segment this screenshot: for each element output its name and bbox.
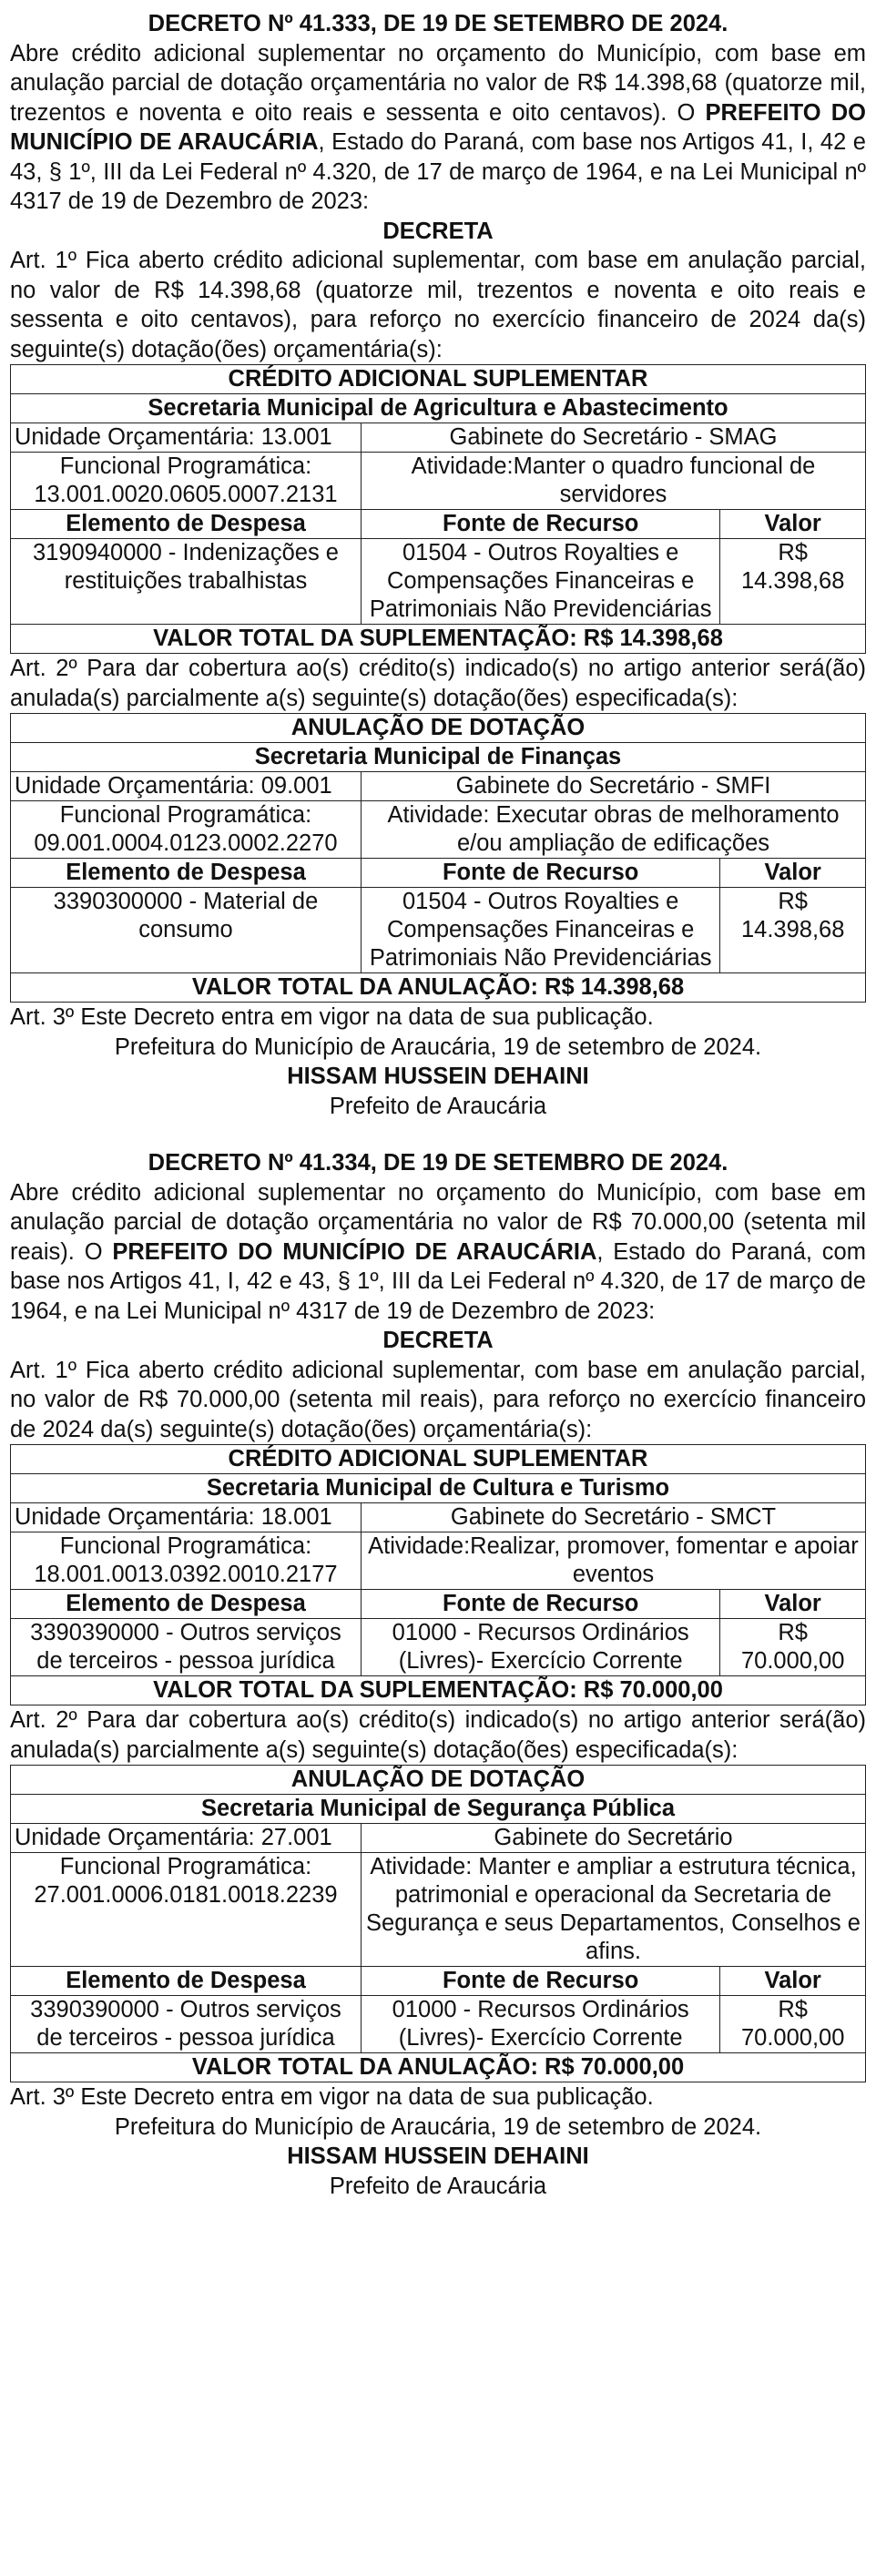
credit-fonte: 01000 - Recursos Ordinários (Livres)- Exercício Corrente [361, 1619, 719, 1676]
annul-valor: R$ 14.398,68 [720, 888, 866, 973]
signer-role: Prefeito de Araucária [329, 1093, 547, 1119]
annul-funcional: Funcional Programática: 27.001.0006.0181.0018.2239 [11, 1853, 362, 1967]
annul-atividade: Atividade: Manter e ampliar a estrutura técnica, patrimonial e operacional da Secretaria de Segurança e seus Departamentos, Conselhos e afins. [361, 1853, 865, 1967]
decree-41334 [10, 1148, 866, 2201]
credit-total: VALOR TOTAL DA SUPLEMENTAÇÃO: R$ 70.000,00 [11, 1676, 866, 1705]
preamble-post: , Estado do Paraná, com base nos Artigos 41, I, 42 e 43, § 1º, III da Lei Federal nº 4.320, de 17 de março de 1964, e na Lei Municipal nº 4317 de 19 de Dezembro de 2023: [10, 1238, 866, 1324]
decree-preamble [10, 39, 866, 217]
annul-unidade: Unidade Orçamentária: 09.001 [11, 772, 362, 801]
credit-atividade: Atividade:Manter o quadro funcional de servidores [361, 453, 865, 510]
credit-elemento: 3190940000 - Indenizações e restituições trabalhistas [11, 539, 362, 625]
credit-secretaria: Secretaria Municipal de Agricultura e Abastecimento [11, 394, 866, 423]
annul-fonte: 01504 - Outros Royalties e Compensações Financeiras e Patrimoniais Não Previdenciárias [361, 888, 719, 973]
annul-table [10, 713, 866, 1003]
spacer [10, 1121, 866, 1148]
credit-elemento: 3390390000 - Outros serviços de terceiros - pessoa jurídica [11, 1619, 362, 1676]
preamble-authority: PREFEITO DO MUNICÍPIO DE ARAUCÁRIA [112, 1238, 597, 1265]
col-elemento: Elemento de Despesa [11, 859, 362, 888]
credit-heading: CRÉDITO ADICIONAL SUPLEMENTAR [11, 1445, 866, 1474]
decree-title: DECRETO Nº 41.333, DE 19 DE SETEMBRO DE 2024. [148, 11, 728, 36]
col-fonte: Fonte de Recurso [361, 1967, 719, 1996]
annul-atividade: Atividade: Executar obras de melhoramento e/ou ampliação de edificações [361, 801, 865, 859]
annul-gabinete: Gabinete do Secretário [361, 1824, 865, 1853]
credit-funcional: Funcional Programática: 18.001.0013.0392.0010.2177 [11, 1532, 362, 1590]
col-valor: Valor [720, 859, 866, 888]
annul-elemento: 3390390000 - Outros serviços de terceiros - pessoa jurídica [11, 1996, 362, 2053]
annul-table [10, 1765, 866, 2082]
article-2: Art. 2º Para dar cobertura ao(s) crédito(s) indicado(s) no artigo anterior será(ão) anulada(s) parcialmente a(s) seguinte(s) dotação(ões) especificada(s): [10, 656, 866, 711]
credit-heading: CRÉDITO ADICIONAL SUPLEMENTAR [11, 365, 866, 394]
decree-title: DECRETO Nº 41.334, DE 19 DE SETEMBRO DE 2024. [148, 1150, 728, 1176]
place-date: Prefeitura do Município de Araucária, 19 de setembro de 2024. [114, 1033, 762, 1060]
credit-gabinete: Gabinete do Secretário - SMCT [361, 1503, 865, 1532]
credit-gabinete: Gabinete do Secretário - SMAG [361, 423, 865, 453]
annul-heading: ANULAÇÃO DE DOTAÇÃO [11, 1766, 866, 1795]
decree-41333 [10, 9, 866, 1121]
article-1: Art. 1º Fica aberto crédito adicional suplementar, com base em anulação parcial, no valor de R$ 70.000,00 (setenta mil reais), para reforço no exercício financeiro de 2024 da(s) seguinte(s) dotação(ões) orçamentária(s): [10, 1357, 866, 1442]
decree-preamble [10, 1178, 866, 1327]
annul-secretaria: Secretaria Municipal de Finanças [11, 743, 866, 772]
article-3: Art. 3º Este Decreto entra em vigor na data de sua publicação. [10, 1004, 654, 1030]
credit-valor: R$ 14.398,68 [720, 539, 866, 625]
annul-elemento: 3390300000 - Material de consumo [11, 888, 362, 973]
signer-name: HISSAM HUSSEIN DEHAINI [287, 1064, 589, 1089]
article-3: Art. 3º Este Decreto entra em vigor na data de sua publicação. [10, 2084, 654, 2110]
annul-valor: R$ 70.000,00 [720, 1996, 866, 2053]
credit-table [10, 364, 866, 654]
decree-ementa: Abre crédito adicional suplementar no orçamento do Município, com base em anulação parcial de dotação orçamentária no valor de R$ 14.398,68 (quatorze mil, trezentos e noventa e oito reais e sessenta e oito centavos). [10, 40, 866, 126]
preamble-authority: PREFEITO DO MUNICÍPIO DE ARAUCÁRIA [10, 99, 866, 155]
credit-secretaria: Secretaria Municipal de Cultura e Turismo [11, 1474, 866, 1503]
annul-secretaria: Secretaria Municipal de Segurança Pública [11, 1795, 866, 1824]
credit-valor: R$ 70.000,00 [720, 1619, 866, 1676]
decreta-heading: DECRETA [382, 218, 494, 244]
credit-funcional: Funcional Programática: 13.001.0020.0605.0007.2131 [11, 453, 362, 510]
annul-heading: ANULAÇÃO DE DOTAÇÃO [11, 714, 866, 743]
signer-name: HISSAM HUSSEIN DEHAINI [287, 2143, 589, 2169]
col-fonte: Fonte de Recurso [361, 859, 719, 888]
decree-ementa: Abre crédito adicional suplementar no orçamento do Município, com base em anulação parcial de dotação orçamentária no valor de R$ 70.000,00 (setenta mil reais). [10, 1179, 866, 1265]
col-fonte: Fonte de Recurso [361, 1590, 719, 1619]
article-1: Art. 1º Fica aberto crédito adicional suplementar, com base em anulação parcial, no valor de R$ 14.398,68 (quatorze mil, trezentos e noventa e oito reais e sessenta e oito centavos), para reforço no exercício financeiro de 2024 da(s) seguinte(s) dotação(ões) orçamentária(s): [10, 248, 866, 362]
document-page [10, 0, 866, 2201]
preamble-pre: O [677, 99, 706, 126]
annul-gabinete: Gabinete do Secretário - SMFI [361, 772, 865, 801]
annul-fonte: 01000 - Recursos Ordinários (Livres)- Exercício Corrente [361, 1996, 719, 2053]
credit-unidade: Unidade Orçamentária: 13.001 [11, 423, 362, 453]
col-elemento: Elemento de Despesa [11, 510, 362, 539]
preamble-pre: O [84, 1238, 113, 1265]
annul-funcional: Funcional Programática: 09.001.0004.0123.0002.2270 [11, 801, 362, 859]
col-valor: Valor [720, 510, 866, 539]
preamble-post: , Estado do Paraná, com base nos Artigos 41, I, 42 e 43, § 1º, III da Lei Federal nº 4.320, de 17 de março de 1964, e na Lei Municipal nº 4317 de 19 de Dezembro de 2023: [10, 129, 866, 214]
credit-unidade: Unidade Orçamentária: 18.001 [11, 1503, 362, 1532]
annul-unidade: Unidade Orçamentária: 27.001 [11, 1824, 362, 1853]
credit-total: VALOR TOTAL DA SUPLEMENTAÇÃO: R$ 14.398,68 [11, 625, 866, 654]
credit-table [10, 1444, 866, 1705]
annul-total: VALOR TOTAL DA ANULAÇÃO: R$ 70.000,00 [11, 2053, 866, 2082]
decreta-heading: DECRETA [382, 1328, 494, 1353]
col-valor: Valor [720, 1967, 866, 1996]
col-fonte: Fonte de Recurso [361, 510, 719, 539]
col-valor: Valor [720, 1590, 866, 1619]
col-elemento: Elemento de Despesa [11, 1967, 362, 1996]
signer-role: Prefeito de Araucária [329, 2173, 547, 2199]
col-elemento: Elemento de Despesa [11, 1590, 362, 1619]
article-2: Art. 2º Para dar cobertura ao(s) crédito(s) indicado(s) no artigo anterior será(ão) anulada(s) parcialmente a(s) seguinte(s) dotação(ões) especificada(s): [10, 1707, 866, 1763]
credit-fonte: 01504 - Outros Royalties e Compensações Financeiras e Patrimoniais Não Previdenciárias [361, 539, 719, 625]
place-date: Prefeitura do Município de Araucária, 19 de setembro de 2024. [114, 2113, 762, 2140]
annul-total: VALOR TOTAL DA ANULAÇÃO: R$ 14.398,68 [11, 973, 866, 1003]
credit-atividade: Atividade:Realizar, promover, fomentar e apoiar eventos [361, 1532, 865, 1590]
